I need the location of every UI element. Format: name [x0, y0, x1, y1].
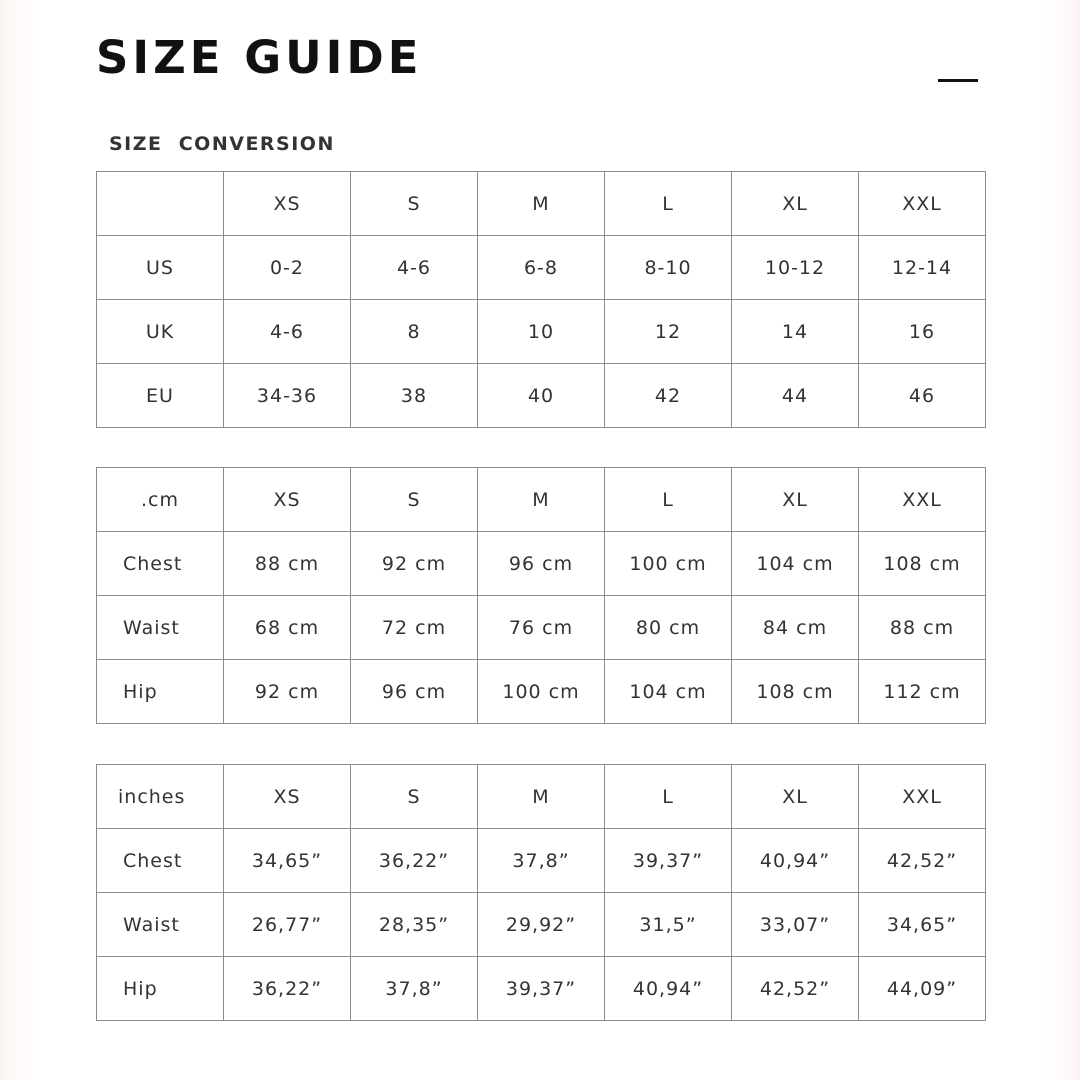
table-row	[97, 596, 986, 660]
table-cell: 88 cm	[224, 532, 351, 596]
table-cell: 37,8”	[478, 829, 605, 893]
table-cell: 14	[732, 300, 859, 364]
minimize-button[interactable]	[938, 60, 980, 84]
table-cell: 112 cm	[859, 660, 986, 724]
table-cell: 44	[732, 364, 859, 428]
cm-measurements-table	[96, 467, 986, 724]
size-header-xl: XL	[732, 172, 859, 236]
table-cell: 8	[351, 300, 478, 364]
row-label-uk: UK	[97, 300, 224, 364]
row-label-waist: Waist	[97, 596, 224, 660]
table-cell: 84 cm	[732, 596, 859, 660]
table-cell: 37,8”	[351, 957, 478, 1021]
table-cell: 36,22”	[224, 957, 351, 1021]
table-row	[97, 532, 986, 596]
table-cell: 40,94”	[605, 957, 732, 1021]
table-cell: 38	[351, 364, 478, 428]
size-header-s: S	[351, 172, 478, 236]
table-cell: 68 cm	[224, 596, 351, 660]
table-cell: 12-14	[859, 236, 986, 300]
table-cell: 40	[478, 364, 605, 428]
table-cell: 80 cm	[605, 596, 732, 660]
table-cell: 92 cm	[351, 532, 478, 596]
table-cell: 42	[605, 364, 732, 428]
table-cell: 96 cm	[478, 532, 605, 596]
table-cell: 108 cm	[732, 660, 859, 724]
table-cell: 44,09”	[859, 957, 986, 1021]
page-title: SIZE GUIDE	[96, 31, 423, 84]
size-header-l: L	[605, 468, 732, 532]
table-row	[97, 829, 986, 893]
table-cell: 10-12	[732, 236, 859, 300]
table-cell: 42,52”	[859, 829, 986, 893]
size-header-xs: XS	[224, 468, 351, 532]
table-row	[97, 893, 986, 957]
table-cell: 42,52”	[732, 957, 859, 1021]
size-header-xs: XS	[224, 172, 351, 236]
size-conversion-table	[96, 171, 986, 428]
row-label-chest: Chest	[97, 532, 224, 596]
table-corner-cell	[97, 172, 224, 236]
inches-measurements-table	[96, 764, 986, 1021]
table-cell: 92 cm	[224, 660, 351, 724]
table-cell: 4-6	[351, 236, 478, 300]
table-cell: 0-2	[224, 236, 351, 300]
row-label-us: US	[97, 236, 224, 300]
table-header-row	[97, 172, 986, 236]
table-cell: 46	[859, 364, 986, 428]
row-label-hip: Hip	[97, 957, 224, 1021]
size-header-xxl: XXL	[859, 468, 986, 532]
minimize-icon	[938, 79, 978, 82]
table-row	[97, 660, 986, 724]
size-header-l: L	[605, 765, 732, 829]
table-cell: 34,65”	[224, 829, 351, 893]
size-header-xs: XS	[224, 765, 351, 829]
table-cell: 4-6	[224, 300, 351, 364]
size-header-s: S	[351, 765, 478, 829]
table-cell: 16	[859, 300, 986, 364]
unit-label-cm: .cm	[97, 468, 224, 532]
table-cell: 104 cm	[605, 660, 732, 724]
table-cell: 76 cm	[478, 596, 605, 660]
table-cell: 39,37”	[605, 829, 732, 893]
size-header-m: M	[478, 765, 605, 829]
size-header-m: M	[478, 172, 605, 236]
table-cell: 26,77”	[224, 893, 351, 957]
unit-label-inches: inches	[97, 765, 224, 829]
table-cell: 8-10	[605, 236, 732, 300]
table-cell: 104 cm	[732, 532, 859, 596]
table-header-row	[97, 765, 986, 829]
table-cell: 72 cm	[351, 596, 478, 660]
table-row	[97, 236, 986, 300]
row-label-waist: Waist	[97, 893, 224, 957]
table-cell: 100 cm	[478, 660, 605, 724]
size-header-l: L	[605, 172, 732, 236]
table-cell: 31,5”	[605, 893, 732, 957]
table-cell: 12	[605, 300, 732, 364]
table-cell: 28,35”	[351, 893, 478, 957]
row-label-chest: Chest	[97, 829, 224, 893]
table-row	[97, 957, 986, 1021]
table-cell: 96 cm	[351, 660, 478, 724]
table-cell: 100 cm	[605, 532, 732, 596]
size-header-s: S	[351, 468, 478, 532]
table-cell: 6-8	[478, 236, 605, 300]
row-label-eu: EU	[97, 364, 224, 428]
table-header-row	[97, 468, 986, 532]
table-cell: 40,94”	[732, 829, 859, 893]
size-header-xxl: XXL	[859, 172, 986, 236]
table-cell: 34-36	[224, 364, 351, 428]
size-header-xxl: XXL	[859, 765, 986, 829]
section-subtitle: SIZE CONVERSION	[109, 133, 335, 155]
size-header-m: M	[478, 468, 605, 532]
table-cell: 34,65”	[859, 893, 986, 957]
size-header-xl: XL	[732, 765, 859, 829]
table-cell: 39,37”	[478, 957, 605, 1021]
table-row	[97, 300, 986, 364]
table-cell: 108 cm	[859, 532, 986, 596]
table-cell: 33,07”	[732, 893, 859, 957]
left-edge-shade	[0, 0, 40, 1080]
table-cell: 88 cm	[859, 596, 986, 660]
right-edge-shade	[1042, 0, 1080, 1080]
table-cell: 10	[478, 300, 605, 364]
table-cell: 29,92”	[478, 893, 605, 957]
size-header-xl: XL	[732, 468, 859, 532]
table-cell: 36,22”	[351, 829, 478, 893]
row-label-hip: Hip	[97, 660, 224, 724]
table-row	[97, 364, 986, 428]
